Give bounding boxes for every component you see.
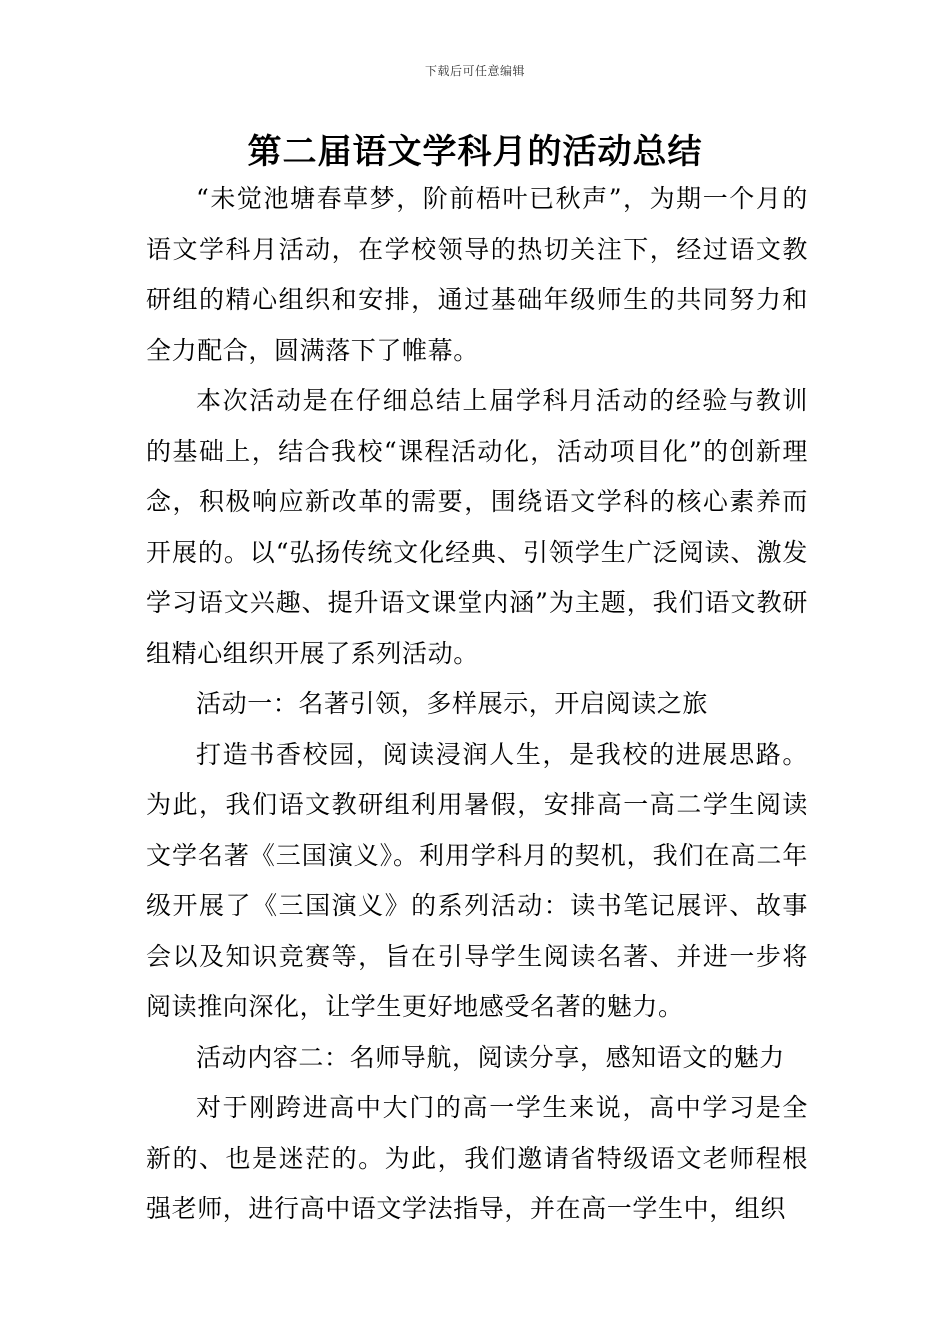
header-note: 下载后可任意编辑 bbox=[424, 64, 525, 78]
document-body bbox=[146, 174, 808, 1235]
paragraph-activity-one: 打造书香校园，阅读浸润人生，是我校的进展思路。为此，我们语文教研组利用暑假，安排高一高二学生阅读文学名著《三国演义》。利用学科月的契机，我们在高二年级开展了《三国演义》的系列活动：读书笔记展评、故事会以及知识竞赛等，旨在引导学生阅读名著、并进一步将阅读推向深化，让学生更好地感受名著的魅力。 bbox=[146, 739, 808, 1021]
document-title: 第二届语文学科月的活动总结 bbox=[247, 132, 703, 172]
paragraph-activity-two: 对于刚跨进高中大门的高一学生来说，高中学习是全新的、也是迷茫的。为此，我们邀请省特级语文老师程根强老师，进行高中语文学法指导，并在高一学生中，组织 bbox=[146, 1093, 808, 1223]
paragraph-overview: 本次活动是在仔细总结上届学科月活动的经验与教训的基础上，结合我校“课程活动化，活动项目化”的创新理念，积极响应新改革的需要，围绕语文学科的核心素养而开展的。以“弘扬传统文化经典、引领学生广泛阅读、激发学习语文兴趣、提升语文课堂内涵”为主题，我们语文教研组精心组织开展了系列活动。 bbox=[146, 386, 808, 668]
paragraph-intro: “未觉池塘春草梦，阶前梧叶已秋声”，为期一个月的语文学科月活动，在学校领导的热切关注下，经过语文教研组的精心组织和安排，通过基础年级师生的共同努力和全力配合，圆满落下了帷幕。 bbox=[146, 184, 808, 365]
section-heading-activity-two: 活动内容二：名师导航，阅读分享，感知语文的魅力 bbox=[196, 1042, 785, 1072]
section-heading-activity-one: 活动一：名著引领，多样展示，开启阅读之旅 bbox=[196, 689, 709, 718]
